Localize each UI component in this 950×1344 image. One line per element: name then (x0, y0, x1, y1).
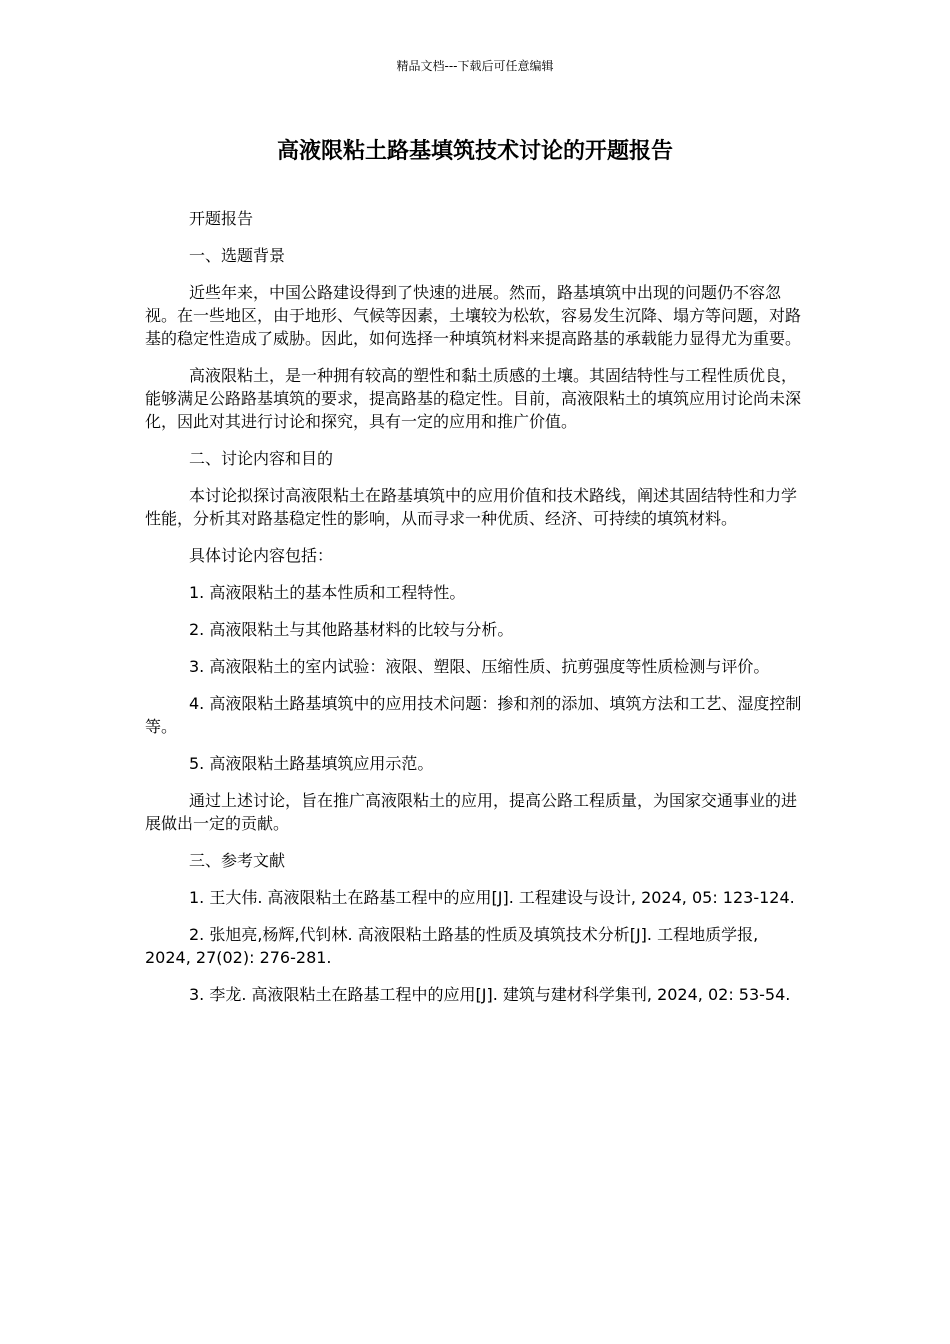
list-item: 5. 高液限粘土路基填筑应用示范。 (189, 754, 434, 773)
section-heading-content-purpose: 二、讨论内容和目的 (189, 449, 334, 468)
body-paragraph: 近些年来，中国公路建设得到了快速的进展。然而，路基填筑中出现的问题仍不容忽视。在一些地区，由于地形、气候等因素，土壤较为松软，容易发生沉降、塌方等问题，对路基的稳定性造成了威胁。因此，如何选择一种填筑材料来提高路基的承载能力显得尤为重要。 (145, 283, 802, 348)
section-heading-references: 三、参考文献 (189, 851, 286, 870)
reference-item: 2. 张旭亮,杨辉,代钊林. 高液限粘土路基的性质及填筑技术分析[J]. 工程地质学报, 2024, 27(02): 276-281. (145, 925, 759, 967)
list-item: 4. 高液限粘土路基填筑中的应用技术问题：掺和剂的添加、填筑方法和工艺、湿度控制等。 (145, 694, 802, 736)
body-paragraph: 高液限粘土，是一种拥有较高的塑性和黏土质感的土壤。其固结特性与工程性质优良，能够满足公路路基填筑的要求，提高路基的稳定性。目前，高液限粘土的填筑应用讨论尚未深化，因此对其进行讨论和探究，具有一定的应用和推广价值。 (145, 366, 802, 431)
document-title: 高液限粘土路基填筑技术讨论的开题报告 (276, 139, 673, 164)
list-intro: 具体讨论内容包括： (189, 546, 334, 565)
reference-item: 1. 王大伟. 高液限粘土在路基工程中的应用[J]. 工程建设与设计, 2024, 05: 123-124. (189, 888, 795, 907)
document-body (145, 207, 805, 1020)
list-item: 1. 高液限粘土的基本性质和工程特性。 (189, 583, 466, 602)
page-header: 精品文档---下载后可任意编辑 (396, 59, 554, 73)
section-label-report: 开题报告 (189, 209, 254, 228)
list-item: 3. 高液限粘土的室内试验：液限、塑限、压缩性质、抗剪强度等性质检测与评价。 (189, 657, 770, 676)
list-item: 2. 高液限粘土与其他路基材料的比较与分析。 (189, 620, 514, 639)
section-heading-background: 一、选题背景 (189, 246, 286, 265)
reference-item: 3. 李龙. 高液限粘土在路基工程中的应用[J]. 建筑与建材科学集刊, 2024, 02: 53-54. (189, 985, 791, 1004)
body-paragraph: 通过上述讨论，旨在推广高液限粘土的应用，提高公路工程质量，为国家交通事业的进展做出一定的贡献。 (145, 791, 798, 833)
body-paragraph: 本讨论拟探讨高液限粘土在路基填筑中的应用价值和技术路线，阐述其固结特性和力学性能，分析其对路基稳定性的影响，从而寻求一种优质、经济、可持续的填筑材料。 (145, 486, 798, 528)
